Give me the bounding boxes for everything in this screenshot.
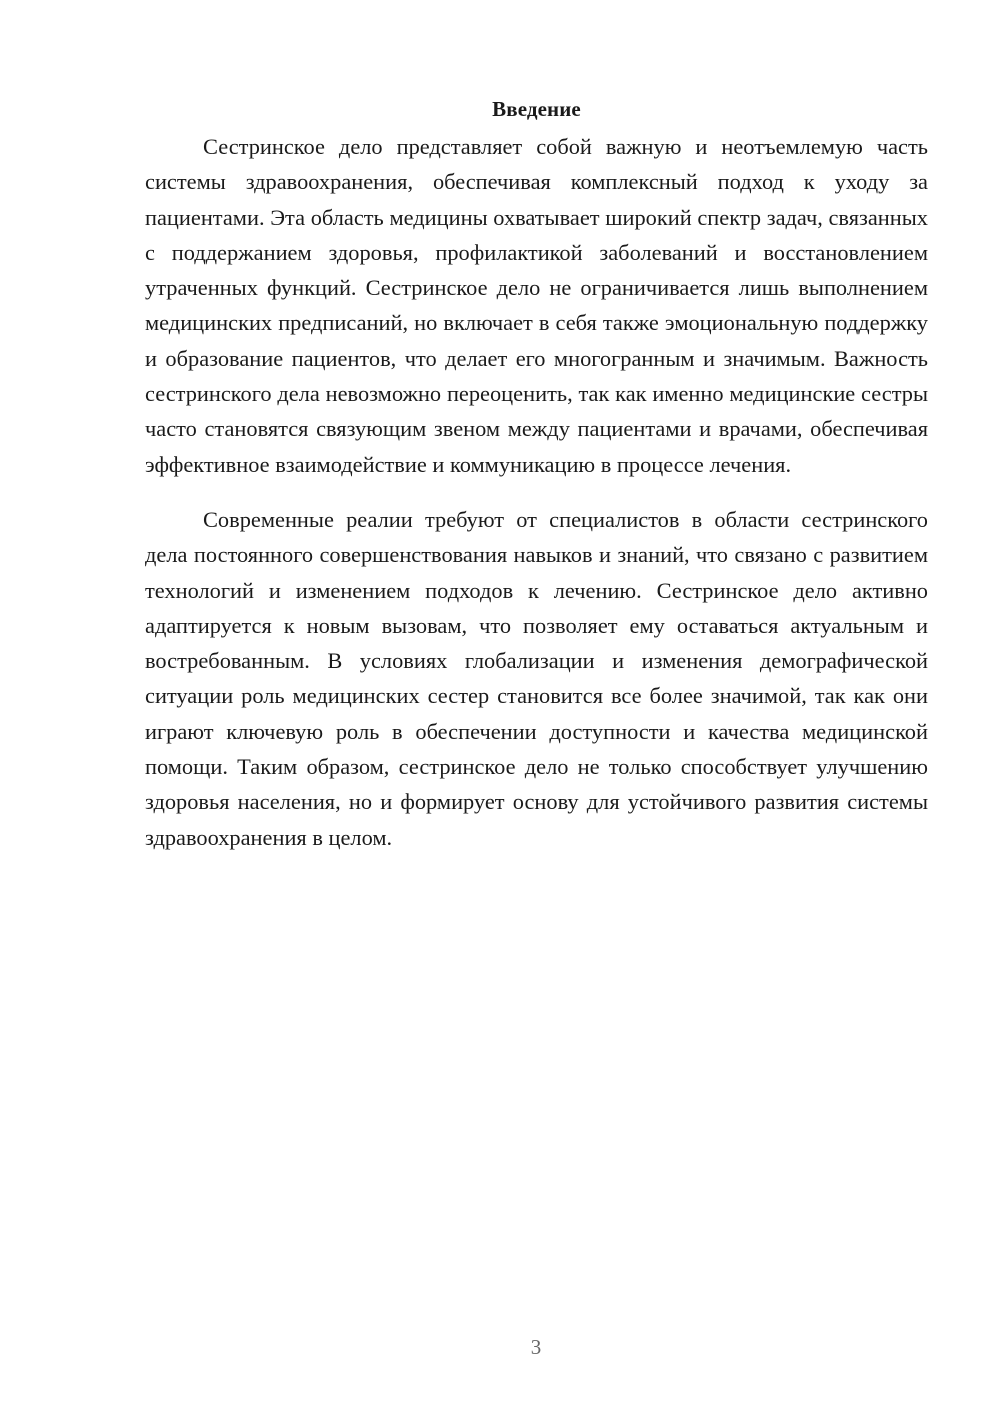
section-title: Введение bbox=[492, 97, 581, 121]
page-content bbox=[145, 92, 928, 855]
paragraph-2: Современные реалии требуют от специалистов в области сестринского дела постоянного совершенствования навыков и знаний, что связано с развитием технологий и изменением подходов к лечению. Сестринское дело активно адаптируется к новым вызовам, что позволяет ему оставаться актуальным и востребованным. В условиях глобализации и изменения демографической ситуации роль медицинских сестер становится все более значимой, так как они играют ключевую роль в обеспечении доступности и качества медицинской помощи. Таким образом, сестринское дело не только способствует улучшению здоровья населения, но и формирует основу для устойчивого развития системы здравоохранения в целом. bbox=[145, 506, 928, 850]
paragraph-1: Сестринское дело представляет собой важную и неотъемлемую часть системы здравоохранения, обеспечивая комплексный подход к уходу за пациентами. Эта область медицины охватывает широкий спектр задач, связанных с поддержанием здоровья, профилактикой заболеваний и восстановлением утраченных функций. Сестринское дело не ограничивается лишь выполнением медицинских предписаний, но включает в себя также эмоциональную поддержку и образование пациентов, что делает его многогранным и значимым. Важность сестринского дела невозможно переоценить, так как именно медицинские сестры часто становятся связующим звеном между пациентами и врачами, обеспечивая эффективное взаимодействие и коммуникацию в процессе лечения. bbox=[145, 134, 928, 477]
page-number: 3 bbox=[530, 1335, 542, 1359]
